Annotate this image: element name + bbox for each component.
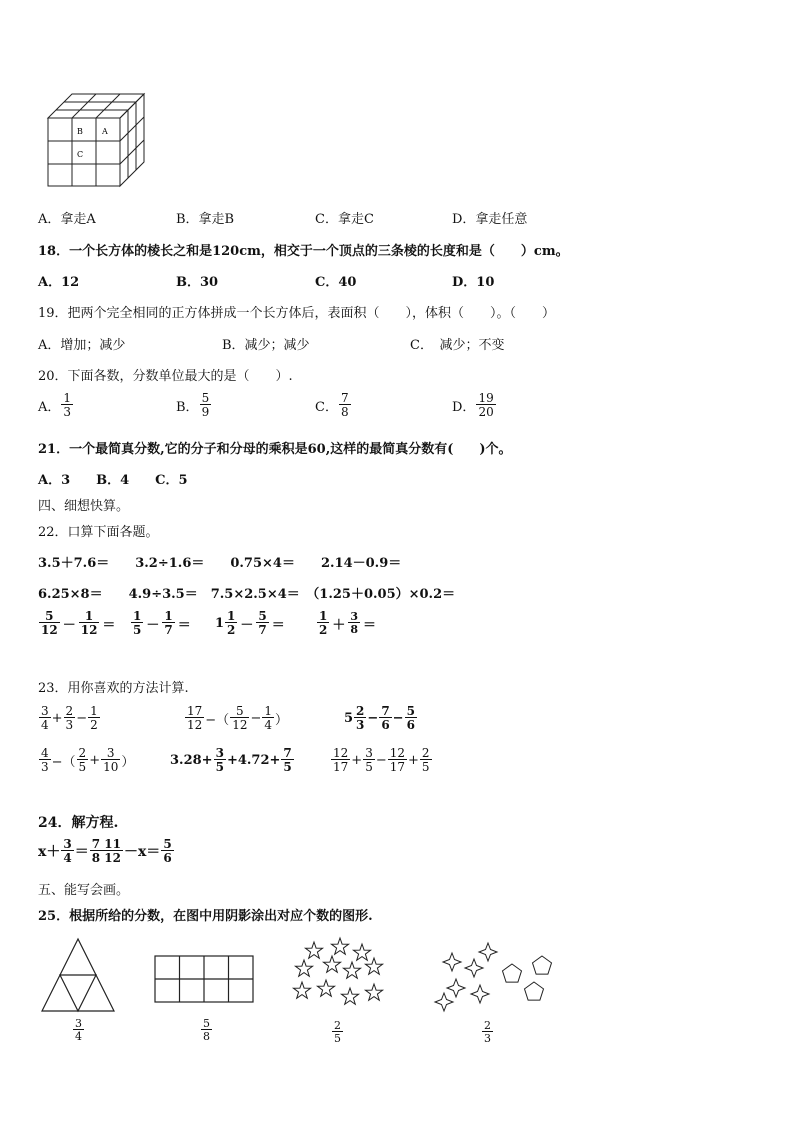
operator: −（	[205, 712, 230, 728]
q17-option-c: C．拿走C	[315, 212, 374, 227]
fraction: $\frac{2}{5}$	[78, 746, 87, 774]
fraction: $\frac{3}{5}$	[215, 746, 224, 774]
q23-expr-6	[330, 747, 433, 773]
q20-option-a	[38, 392, 74, 418]
fraction: $\frac{2}{3}$	[65, 704, 74, 732]
q24-equation	[38, 838, 175, 864]
section-4-heading: 四、细想快算。	[38, 499, 130, 514]
q20-option-d-label: D．	[452, 399, 476, 415]
fraction: $\frac{1}{2}$	[319, 609, 328, 637]
q25-fraction-3: $\frac{2}{5}$	[334, 1019, 341, 1045]
q18-question: 18．一个长方体的棱长之和是120cm，相交于一个顶点的三条棱的长度和是（ ）cm。	[38, 244, 569, 259]
operator: +	[408, 752, 419, 768]
q22-fraction-expr-4	[316, 610, 378, 636]
operator: −	[250, 710, 262, 726]
fraction: $\frac{3}{4}$	[63, 837, 72, 865]
fraction: $\frac{3}{5}$	[365, 746, 373, 774]
operator: －	[146, 617, 160, 633]
rectangle-grid-figure	[154, 955, 254, 1005]
q18-option-d: D．10	[452, 275, 495, 290]
q19-option-b: B．减少；减少	[222, 338, 310, 353]
q24-title: 24．解方程.	[38, 815, 119, 831]
cube-label-b: B	[77, 127, 83, 136]
q17-option-a: A．拿走A	[38, 212, 96, 227]
q25-fraction-2: $\frac{5}{8}$	[203, 1017, 210, 1043]
operator: +	[51, 710, 63, 726]
q18-option-b: B．30	[176, 275, 219, 290]
operator: ＝	[363, 617, 377, 633]
operator: －	[62, 617, 76, 633]
q22-fraction-expr-3	[215, 610, 287, 636]
fraction: $\frac{1}{7}$	[164, 609, 173, 637]
fraction: $\frac{5}{12}$	[41, 609, 58, 637]
cube-figure	[44, 90, 148, 190]
fraction: $\frac{1}{12}$	[80, 609, 98, 637]
q22-title: 22．口算下面各题。	[38, 525, 159, 540]
whole-number: 1	[215, 615, 225, 631]
q20-option-c-fraction: $\frac{7}{8}$	[340, 391, 349, 419]
q22-fraction-expr-1	[38, 610, 117, 636]
q23-title: 23．用你喜欢的方法计算.	[38, 681, 189, 696]
q23-expr-1	[38, 705, 101, 731]
fraction: $\frac{5}{6}$	[163, 837, 172, 865]
fraction: $\frac{12}{17}$	[333, 746, 349, 774]
operator: −	[392, 710, 404, 726]
operator: x＋	[38, 844, 61, 860]
q22-line-2: 6.25×8＝ 4.9÷3.5＝ 7.5×2.5×4＝ （1.25＋0.05）×0.2＝	[38, 587, 456, 602]
whole-number: 5	[344, 710, 354, 726]
fraction: $\frac{2}{5}$	[421, 746, 430, 774]
fraction: $\frac{5}{12}$	[232, 704, 248, 732]
q17-option-b: B．拿走B	[176, 212, 235, 227]
section-5-heading: 五、能写会画。	[38, 883, 130, 898]
q18-option-a: A．12	[38, 275, 80, 290]
fraction: $\frac{1}{2}$	[227, 609, 236, 637]
operator: ＝	[177, 617, 191, 633]
operator: ＝	[74, 844, 89, 860]
operator: ）	[275, 712, 289, 728]
fraction: $\frac{17}{12}$	[187, 704, 203, 732]
cube-label-a: A	[102, 127, 108, 136]
number: 3.28	[170, 752, 202, 768]
fraction: $\frac{5}{6}$	[406, 704, 415, 732]
q21-options: A．3 B．4 C．5	[38, 473, 188, 488]
cube-label-c: C	[77, 150, 84, 159]
operator: －x＝	[123, 844, 161, 860]
q23-expr-3	[344, 705, 418, 731]
q20-option-a-fraction: $\frac{1}{3}$	[63, 391, 72, 419]
operator: −	[375, 752, 387, 768]
q25-fraction-4: $\frac{2}{3}$	[484, 1019, 491, 1045]
operator: −	[76, 710, 88, 726]
operator: −（	[51, 754, 76, 770]
q22-fraction-expr-2	[130, 610, 193, 636]
fraction: $\frac{3}{10}$	[103, 746, 119, 774]
fraction: $\frac{4}{3}$	[41, 746, 49, 774]
fraction: $\frac{1}{4}$	[264, 704, 273, 732]
fraction: $\frac{7 11}{8 12}$	[91, 837, 121, 865]
q25-title: 25．根据所给的分数，在图中用阴影涂出对应个数的图形.	[38, 909, 373, 924]
q20-option-b-label: B．	[176, 399, 199, 415]
four-point-stars-and-pentagons-figure	[432, 938, 556, 1014]
operator: +	[201, 752, 213, 768]
q20-option-d	[452, 392, 497, 418]
fraction: $\frac{12}{17}$	[389, 746, 406, 774]
q19-option-a: A．增加；减少	[38, 338, 126, 353]
q23-expr-4	[38, 747, 134, 773]
triangle-figure	[38, 935, 118, 1015]
q20-question: 20．下面各数，分数单位最大的是（ ）.	[38, 369, 293, 384]
fraction: $\frac{7}{6}$	[381, 704, 390, 732]
q18-option-c: C．40	[315, 275, 357, 290]
operator: －	[240, 617, 254, 633]
q23-expr-5	[170, 747, 295, 773]
q17-option-d: D．拿走任意	[452, 212, 528, 227]
fraction: $\frac{3}{4}$	[41, 704, 49, 732]
q20-option-b-fraction: $\frac{5}{9}$	[201, 391, 210, 419]
operator: +4.72+	[226, 752, 281, 768]
q23-expr-2	[184, 705, 288, 731]
fraction: $\frac{3}{8}$	[350, 610, 359, 636]
q21-question: 21．一个最简真分数,它的分子和分母的乘积是60,这样的最简真分数有( )个。	[38, 442, 512, 457]
q20-option-b	[176, 392, 212, 418]
operator: ）	[121, 754, 135, 770]
q20-option-c	[315, 392, 352, 418]
operator: +	[89, 752, 101, 768]
fraction: $\frac{7}{5}$	[283, 746, 292, 774]
operator: ＝	[102, 617, 116, 633]
fraction: $\frac{1}{2}$	[90, 704, 98, 732]
q25-fraction-1: $\frac{3}{4}$	[75, 1017, 82, 1043]
fraction: $\frac{2}{3}$	[356, 704, 365, 732]
q20-option-c-label: C．	[315, 399, 338, 415]
operator: ＝	[271, 617, 285, 633]
q20-option-d-fraction: $\frac{19}{20}$	[478, 391, 494, 419]
q22-line-1: 3.5＋7.6＝ 3.2÷1.6＝ 0.75×4＝ 2.14－0.9＝	[38, 556, 402, 571]
operator: ＋	[332, 617, 346, 633]
fraction: $\frac{5}{7}$	[258, 609, 267, 637]
five-point-stars-figure	[288, 935, 392, 1015]
operator: −	[367, 710, 379, 726]
operator: +	[351, 752, 363, 768]
q19-question: 19．把两个完全相同的正方体拼成一个长方体后，表面积（ ），体积（ ）。（ ）	[38, 306, 556, 321]
q19-option-c: C． 减少；不变	[410, 338, 505, 353]
q20-option-a-label: A．	[38, 399, 61, 415]
fraction: $\frac{1}{5}$	[133, 609, 142, 637]
